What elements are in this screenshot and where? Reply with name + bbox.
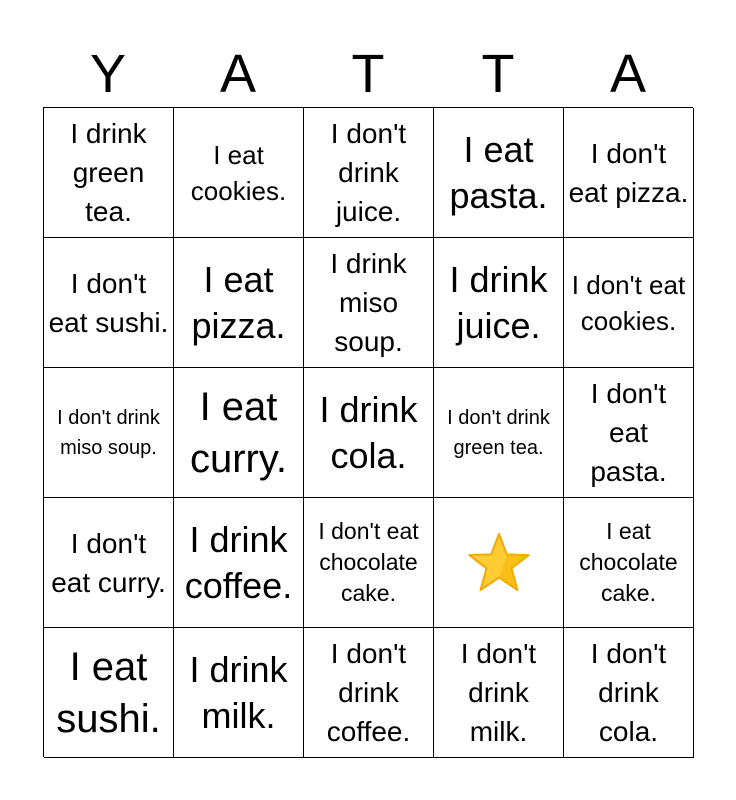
bingo-cell[interactable] <box>44 238 174 368</box>
cell-text: I drink milk. <box>189 648 288 736</box>
header-letter-t: T <box>481 44 515 104</box>
cell-text: I eat chocolate cake. <box>579 518 678 606</box>
bingo-cell[interactable] <box>174 368 304 498</box>
bingo-cell[interactable] <box>44 498 174 628</box>
bingo-cell[interactable] <box>564 628 694 758</box>
cell-text: I don't eat pasta. <box>590 378 667 487</box>
bingo-cell[interactable] <box>434 238 564 368</box>
cell-text: I drink juice. <box>449 258 548 346</box>
bingo-cell[interactable] <box>304 628 434 758</box>
bingo-cell[interactable] <box>44 108 174 238</box>
header-letter-a: A <box>609 44 647 104</box>
bingo-cell[interactable] <box>564 368 694 498</box>
cell-text: I don't drink juice. <box>330 118 407 227</box>
cell-text: I don't drink green tea. <box>447 406 550 459</box>
bingo-cell[interactable] <box>174 238 304 368</box>
cell-text: I drink miso soup. <box>330 248 407 357</box>
header-letter-t: T <box>351 44 385 104</box>
cell-text: I drink cola. <box>319 388 418 476</box>
bingo-header <box>43 40 693 108</box>
cell-text: I eat pasta. <box>449 128 548 216</box>
bingo-cell[interactable] <box>434 628 564 758</box>
bingo-cell[interactable] <box>564 498 694 628</box>
cell-text: I eat pizza. <box>191 258 286 346</box>
cell-text: I don't drink milk. <box>460 638 537 747</box>
bingo-cell[interactable] <box>304 108 434 238</box>
bingo-cell[interactable] <box>304 368 434 498</box>
cell-text: I don't eat sushi. <box>48 267 169 338</box>
cell-text: I drink green tea. <box>70 118 147 227</box>
cell-text: I drink coffee. <box>184 518 293 606</box>
bingo-cell[interactable] <box>434 368 564 498</box>
bingo-cell[interactable] <box>564 108 694 238</box>
cell-text: I don't drink cola. <box>590 638 667 747</box>
cell-text: I eat curry. <box>189 384 288 481</box>
star-icon <box>466 530 532 596</box>
bingo-cell[interactable] <box>174 108 304 238</box>
cell-text: I eat sushi. <box>56 644 161 741</box>
cell-text: I don't eat chocolate cake. <box>318 518 419 606</box>
header-letter-y: Y <box>89 44 127 104</box>
cell-text: I don't eat cookies. <box>571 269 686 336</box>
cell-text: I eat cookies. <box>190 139 287 206</box>
bingo-cell[interactable] <box>174 628 304 758</box>
free-space-cell[interactable] <box>434 498 564 628</box>
bingo-cell[interactable] <box>44 628 174 758</box>
bingo-cell[interactable] <box>44 368 174 498</box>
bingo-cell[interactable] <box>304 238 434 368</box>
cell-text: I don't drink miso soup. <box>57 406 160 459</box>
bingo-cell[interactable] <box>434 108 564 238</box>
bingo-board <box>43 107 693 757</box>
cell-text: I don't eat curry. <box>51 527 166 598</box>
bingo-cell[interactable] <box>564 238 694 368</box>
cell-text: I don't eat pizza. <box>568 137 689 208</box>
cell-text: I don't drink coffee. <box>326 638 411 747</box>
bingo-cell[interactable] <box>174 498 304 628</box>
bingo-cell[interactable] <box>304 498 434 628</box>
header-letter-a: A <box>219 44 257 104</box>
